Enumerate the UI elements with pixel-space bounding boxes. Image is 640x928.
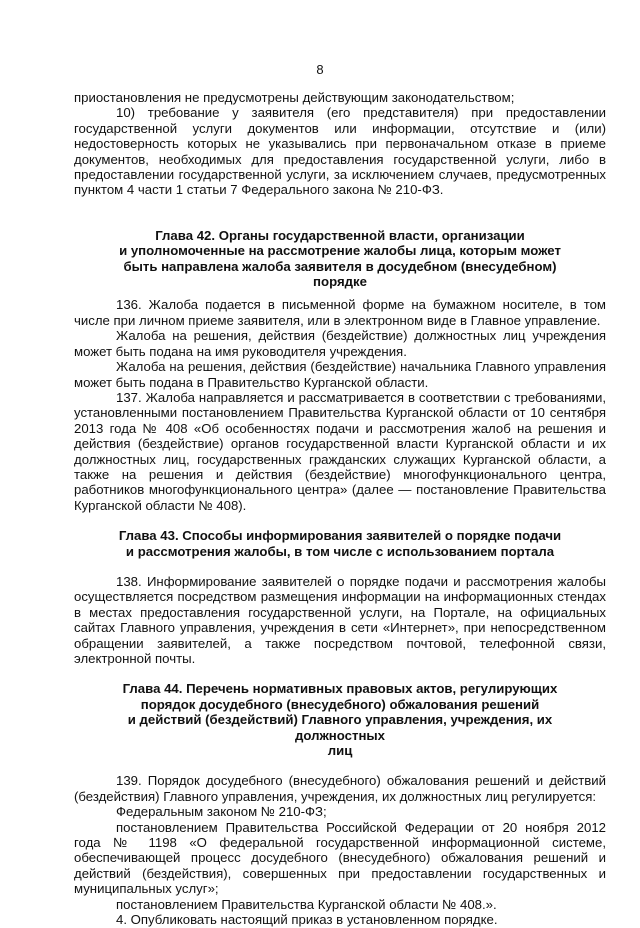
chapter-42-title-line: быть направлена жалоба заявителя в досудебном (внесудебном) xyxy=(123,258,557,274)
paragraph-137: 137. Жалоба направляется и рассматривается в соответствии с требованиями, установленными постановлением Правительства Курганской области от 10 сентября 2013 года № 408 «Об особенностях подачи и рассмотрения жалоб на решения и действия (бездействие) органов государственной власти Курганской области и их должностных лиц, государственных гражданских служащих Курганской области, а также на решения и действия (бездействие) многофункционального центра, работников многофункционального центра» (далее — постановление Правительства Курганской области № 408). xyxy=(74,389,606,513)
chapter-44-title-line: порядок досудебного (внесудебного) обжалования решений xyxy=(140,696,540,712)
chapter-42-title-line: и уполномоченные на рассмотрение жалобы лица, которым может xyxy=(119,243,561,259)
paragraph-139-kurgan-resolution: постановлением Правительства Курганской области № 408.». xyxy=(116,896,497,912)
paragraph-136-head: Жалоба на решения, действия (бездействие) начальника Главного управления может быть подана в Правительство Курганской области. xyxy=(74,359,606,390)
chapter-42-title-line: Глава 42. Органы государственной власти, организации xyxy=(155,227,525,243)
paragraph-138: 138. Информирование заявителей о порядке подачи и рассмотрения жалобы осуществляется посредством размещения информации на информационных стендах в местах предоставления государственной услуги, на Портале, на официальных сайтах Главного управления, учреждения в сети «Интернет», при непосредственном обращении заявителей, а также посредством почтовой, телефонной связи, электронной почты. xyxy=(74,573,606,666)
chapter-44-title-line: Глава 44. Перечень нормативных правовых актов, регулирующих xyxy=(122,681,558,697)
document-body xyxy=(74,90,606,928)
paragraph-139-rf-resolution: постановлением Правительства Российской Федерации от 20 ноября 2012 года № 1198 «О федеральной государственной информационной системе, обеспечивающей процесс досудебного (внесудебного) обжалования решений и действий (бездействия), совершенных при предоставлении государственных и муниципальных услуг»; xyxy=(74,819,606,897)
chapter-44-title-line: и действий (бездействий) Главного управления, учреждения, их должностных xyxy=(127,712,553,743)
paragraph-item-4: 4. Опубликовать настоящий приказ в установленном порядке. xyxy=(116,912,498,928)
page-number: 8 xyxy=(316,62,324,77)
chapter-42-title-line: порядке xyxy=(313,274,367,290)
chapter-43-title-line: и рассмотрения жалобы, в том числе с использованием портала xyxy=(125,543,555,559)
chapter-42-title xyxy=(88,228,592,290)
chapter-43-title-line: Глава 43. Способы информирования заявителей о порядке подачи xyxy=(118,528,562,544)
paragraph-136: 136. Жалоба подается в письменной форме на бумажном носителе, в том числе при личном приеме заявителя, или в электронном виде в Главное управление. xyxy=(74,297,606,328)
paragraph-136-officials: Жалоба на решения, действия (бездействие) должностных лиц учреждения может быть подана на имя руководителя учреждения. xyxy=(74,328,606,359)
intro-item-10: 10) требование у заявителя (его представителя) при предоставлении государственной услуги документов или информации, отсутствие и (или) недостоверность которых не указывались при первоначальном отказе в приеме документов, необходимых для предоставления государственной услуги, либо в предоставлении государственной услуги, за исключением случаев, предусмотренных пунктом 4 части 1 статьи 7 Федерального закона № 210-ФЗ. xyxy=(74,105,606,198)
chapter-44-title-line: лиц xyxy=(327,743,353,759)
chapter-43-title xyxy=(88,528,592,559)
intro-continuation: приостановления не предусмотрены действующим законодательством; xyxy=(74,90,515,105)
paragraph-139: 139. Порядок досудебного (внесудебного) обжалования решений и действий (бездействия) Главного управления, учреждения, их должностных лиц регулируется: xyxy=(74,773,606,804)
chapter-44-title xyxy=(88,681,592,758)
paragraph-139-federal-law: Федеральным законом № 210-ФЗ; xyxy=(116,804,327,820)
